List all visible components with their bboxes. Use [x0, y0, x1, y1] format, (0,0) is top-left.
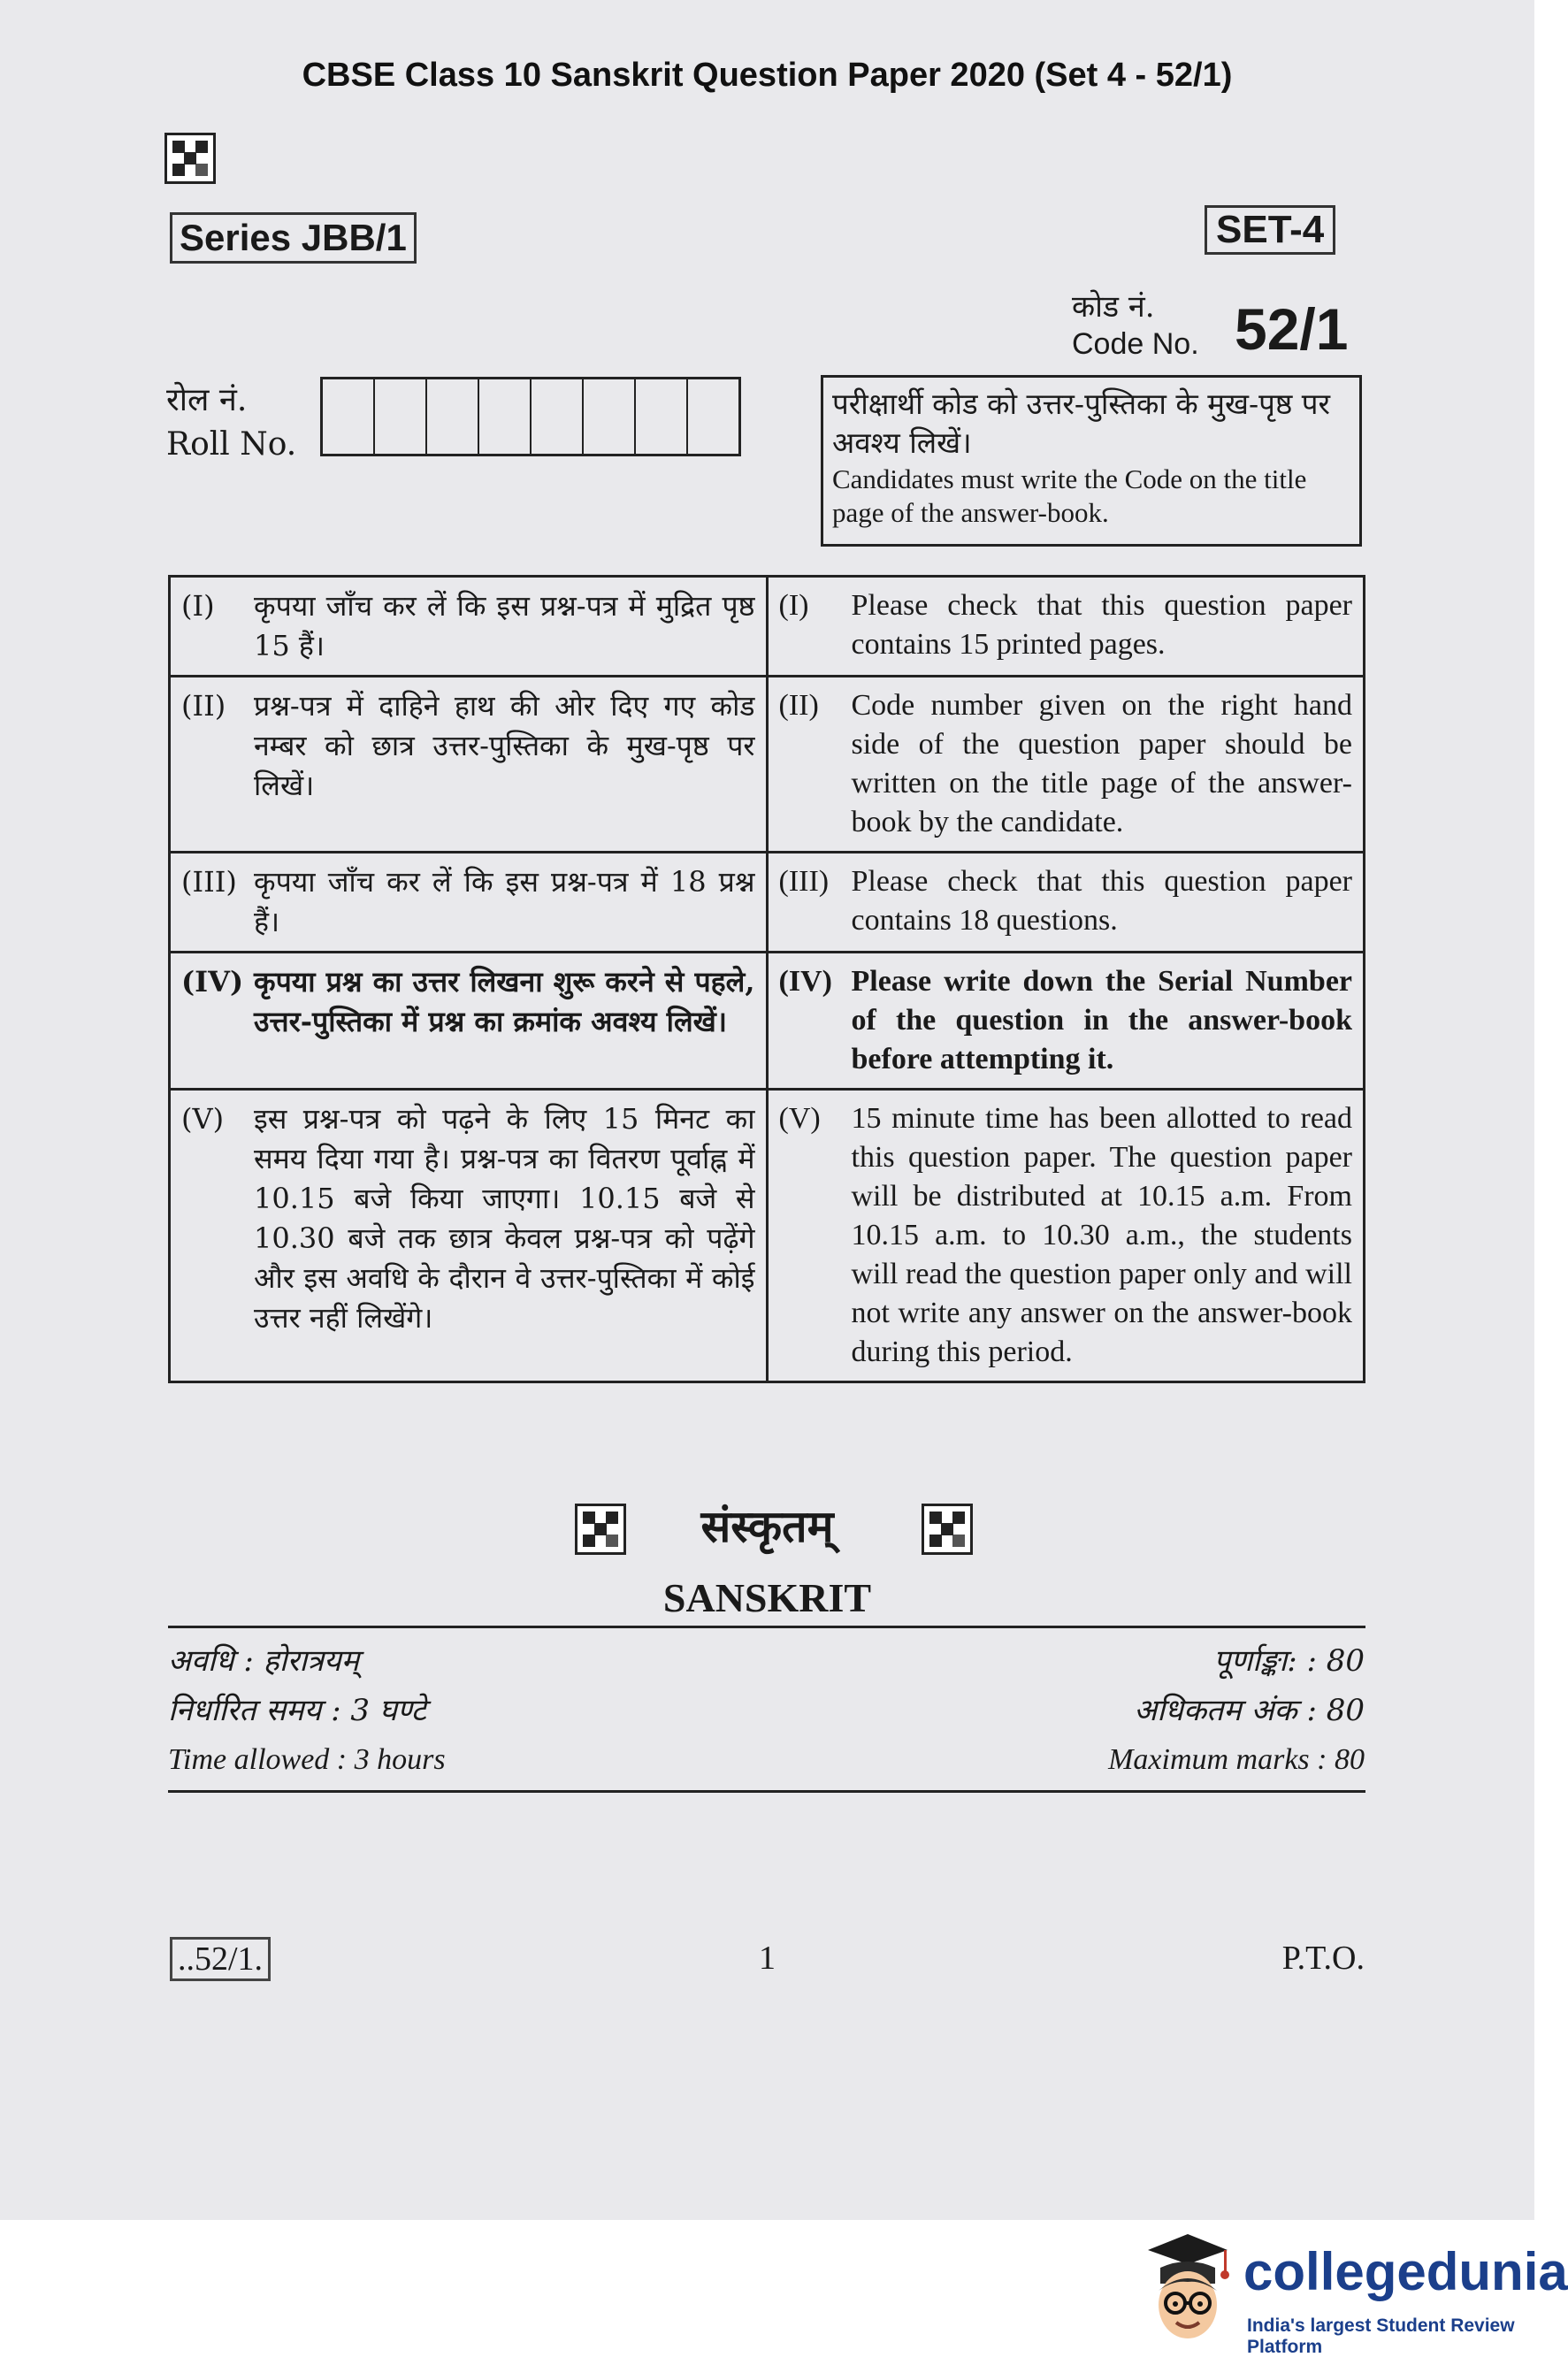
instruction-number: (IV) [181, 965, 244, 999]
instruction-en [767, 677, 1365, 853]
code-label-en: Code No. [1072, 327, 1199, 361]
instruction-number: (V) [181, 1102, 225, 1136]
instruction-text: Code number given on the right hand side of the question paper should be written on the title page of the answer-book by the candidate. [851, 689, 1352, 838]
roll-digit-box[interactable] [688, 379, 738, 454]
instruction-number: (II) [181, 689, 226, 723]
brand-tagline: India's largest Student Review Platform [1247, 2315, 1515, 2357]
marks-block [1108, 1636, 1365, 1785]
instruction-hi [170, 677, 768, 853]
instruction-number: (III) [181, 865, 237, 899]
instruction-row [170, 853, 1365, 953]
roll-digit-box[interactable] [479, 379, 532, 454]
duration-hi: निर्धारित समय : 3 घण्टे [168, 1693, 426, 1728]
instruction-en [767, 953, 1365, 1090]
instruction-row [170, 577, 1365, 677]
instruction-text: इस प्रश्न-पत्र को पढ़ने के लिए 15 मिनट का समय दिया गया है। प्रश्न-पत्र का वितरण पूर्वाह्न में 10.15 बजे किया जाएगा। 10.15 बजे से 10.30 बजे तक छात्र केवल प्रश्न-पत्र को पढ़ेंगे और इस अवधि के दौरान वे उत्तर-पुस्तिका में कोई उत्तर नहीं लिखेंगे। [254, 1102, 755, 1335]
instruction-row [170, 953, 1365, 1090]
instruction-number: (II) [778, 689, 819, 722]
instruction-text: Please write down the Serial Number of the question in the answer-book before attempting it. [851, 965, 1352, 1075]
instruction-en [767, 577, 1365, 677]
instruction-number: (III) [778, 865, 830, 898]
instruction-text: कृपया जाँच कर लें कि इस प्रश्न-पत्र में 18 प्रश्न हैं। [254, 865, 755, 938]
code-number: 52/1 [1235, 296, 1349, 362]
instruction-row [170, 1090, 1365, 1382]
page-title: CBSE Class 10 Sanskrit Question Paper 2020 (Set 4 - 52/1) [302, 57, 1233, 94]
qr-code-icon [164, 133, 216, 184]
instruction-text: प्रश्न-पत्र में दाहिने हाथ की ओर दिए गए कोड नम्बर को छात्र उत्तर-पुस्तिका के मुख-पृष्ठ पर लिखें। [254, 689, 755, 802]
instruction-hi [170, 577, 768, 677]
instruction-row [170, 677, 1365, 853]
candidate-notice [821, 375, 1362, 547]
set-label: SET-4 [1205, 205, 1335, 255]
instruction-number: (V) [778, 1102, 821, 1135]
divider [168, 1626, 1365, 1628]
notice-hi: परीक्षार्थी कोड को उत्तर-पुस्तिका के मुख-पृष्ठ पर अवश्य लिखें। [832, 387, 1331, 460]
marks-en: Maximum marks : 80 [1108, 1743, 1365, 1776]
instruction-en [767, 1090, 1365, 1382]
instruction-hi [170, 953, 768, 1090]
subject-en: SANSKRIT [662, 1575, 872, 1620]
instruction-en [767, 853, 1365, 953]
footer-code: ..52/1. [170, 1937, 271, 1981]
roll-digit-box[interactable] [636, 379, 688, 454]
instruction-hi [170, 1090, 768, 1382]
instruction-text: 15 minute time has been allotted to read this question paper. The question paper will be distributed at 10.15 a.m. From 10.15 a.m. to 10.30 a.m., the students will read the question paper only and will not write any answer on the answer-book during this period. [851, 1102, 1352, 1368]
divider [168, 1790, 1365, 1793]
instruction-hi [170, 853, 768, 953]
collegedunia-logo [1139, 2229, 1568, 2357]
instruction-text: Please check that this question paper contains 18 questions. [851, 865, 1352, 937]
duration-block [168, 1636, 446, 1785]
marks-hi: अधिकतम अंक : 80 [1134, 1693, 1365, 1728]
roll-label-hi: रोल नं. [166, 382, 248, 418]
marks-sa: पूर्णाङ्का: : 80 [1213, 1643, 1365, 1679]
instruction-number: (I) [778, 589, 809, 622]
roll-digit-box[interactable] [532, 379, 584, 454]
page-number: 1 [759, 1940, 776, 1977]
roll-label-en: Roll No. [166, 426, 297, 463]
roll-digit-box[interactable] [323, 379, 375, 454]
roll-digit-box[interactable] [427, 379, 479, 454]
notice-en: Candidates must write the Code on the title page of the answer-book. [832, 463, 1307, 528]
instruction-number: (I) [181, 589, 215, 623]
code-label-hi: कोड नं. [1072, 289, 1155, 325]
duration-sa: अवधि : होरात्रयम् [168, 1643, 360, 1679]
roll-digit-box[interactable] [375, 379, 427, 454]
series-label: Series JBB/1 [170, 212, 417, 264]
mascot-icon [1139, 2229, 1236, 2353]
instruction-text: कृपया प्रश्न का उत्तर लिखना शुरू करने से पहले, उत्तर-पुस्तिका में प्रश्न का क्रमांक अवश्य लिखें। [254, 965, 755, 1038]
instruction-text: Please check that this question paper contains 15 printed pages. [851, 589, 1352, 661]
roll-number-boxes[interactable] [320, 377, 741, 456]
instruction-number: (IV) [778, 965, 832, 998]
roll-digit-box[interactable] [584, 379, 636, 454]
brand-name: collegedunia [1243, 2242, 1568, 2301]
instructions-table [168, 575, 1365, 1383]
code-label [1072, 288, 1199, 363]
subject-hi: संस्कृतम् [700, 1500, 834, 1552]
roll-label [166, 379, 296, 467]
pto-label: P.T.O. [1281, 1940, 1365, 1977]
instruction-text: कृपया जाँच कर लें कि इस प्रश्न-पत्र में मुद्रित पृष्ठ 15 हैं। [254, 589, 755, 662]
duration-en: Time allowed : 3 hours [168, 1743, 446, 1776]
